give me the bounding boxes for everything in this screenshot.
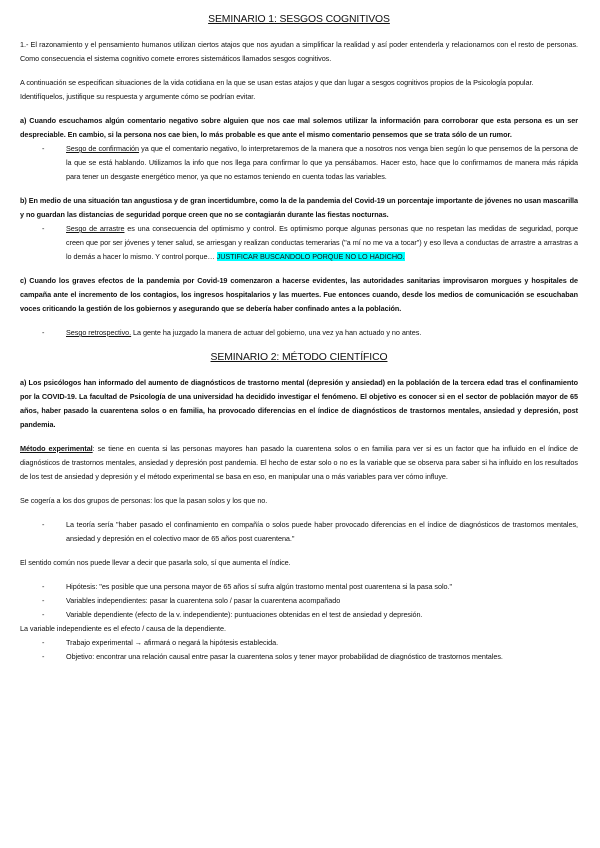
s1-answer-b-term: Sesgo de arrastre [66,224,125,233]
s2-method-term: Método experimental [20,444,93,453]
s1-answer-a [66,142,578,184]
s2-independent-vars: - Variables independientes: pasar la cuarentena solo / pasar la cuarentena acompañado [66,594,578,608]
s1-answer-b-text: es una consecuencia del optimismo y control. Es optimismo porque algunas personas que no respetan las medidas de seguridad, porque creen que por ser jóvenes y tener salud, se arriesgan y realizan conductas temerarias ("a mí no me va a tocar") y eso lleva a conductas de arrastre a arrastras a lo demás a hacer lo mismo. Y control porque… [66,224,579,261]
s2-method [20,442,578,484]
s1-answer-a-list [20,142,578,184]
s1-answer-c [66,326,578,340]
s2-method-text: : se tiene en cuenta si las personas mayores han pasado la cuarentena solos o en familia para ver si es un factor que ha influido en el índice de diagnósticos de trastornos mentales, ansiedad y depresión post pandemia. El hecho de estar solo o no es la variable que se observa para saber si ha influido en los resultados de los test de ansiedad y depresión y el método experimental se basa en eso, en manipular una o más variables para ver cómo influye. [20,444,578,481]
s1-answer-a-term: Sesgo de confirmación [66,144,140,153]
s1-intro3: Identifíquelos, justifique su respuesta y argumente cómo se podrían evitar. [20,92,256,101]
s1-question-c: c) Cuando los graves efectos de la pandemia por Covid-19 comenzaron a hacerse evidentes, las autoridades sanitarias improvisaron morgues y hospitales de campaña ante el incremento de los contagios, los ingresos hospitalarios y las muertes. Fue entonces cuando, desde los medios de comunicación se escuchaban voces criticando la gestión de los gobiernos y asegurando que se debería haber confinado antes a la población. [20,276,578,313]
s1-answer-b-highlight: JUSTIFICAR BUSCANDOLO PORQUE NO LO HADICHO. [216,252,405,261]
s2-note: La variable independiente es el efecto / causa de la dependiente. [20,624,226,633]
s1-intro: 1.- El razonamiento y el pensamiento humanos utilizan ciertos atajos que nos ayudan a simplificar la realidad y así poder entenderla y relacionarnos con el resto de personas. Como consecuencia el sistema cognitivo comete errores sistemáticos llamados sesgos cognitivos. [20,40,578,63]
s2-groups: Se cogería a los dos grupos de personas: los que la pasan solos y los que no. [20,496,268,505]
s1-question-a: a) Cuando escuchamos algún comentario negativo sobre alguien que nos cae mal solemos utilizar la información para corroborar que esta persona es un ser despreciable. En cambio, si la persona nos cae bien, lo más probable es que ante el mismo comentario pensemos que se trata sólo de un rumor. [20,116,578,139]
s1-answer-a-text: ya que el comentario negativo, lo interpretaremos de la manera que a nosotros nos venga bien según lo que pensemos de la persona de la que se está hablando. Utilizamos la info que nos llega para confirmar lo que ya pensábamos. Hacer esto, hace que lo confirmamos de manera más rápida para tener un desgaste energético menor, ya que no estamos teniendo en cuenta todas las variables. [66,144,578,181]
s1-answer-b [66,222,578,264]
s2-common-sense: El sentido común nos puede llevar a decir que pasarla solo, sí que aumenta el índice. [20,558,291,567]
s2-dependent-var: - Variable dependiente (efecto de la v. independiente): puntuaciones obtenidas en el test de ansiedad y depresión. [66,608,578,622]
seminar1-title: SEMINARIO 1: SESGOS COGNITIVOS [208,14,390,25]
s2-items-list [20,580,578,622]
s1-question-b: b) En medio de una situación tan angustiosa y de gran incertidumbre, como la de la pandemia del Covid-19 un porcentaje importante de jóvenes no usan mascarilla y no guardan las distancias de seguridad porque creen que no se contagiarán durante las fiestas nocturnas. [20,196,578,219]
s1-answer-c-term: Sesgo retrospectivo. [66,328,132,337]
s2-question-a: a) Los psicólogos han informado del aumento de diagnósticos de trastorno mental (depresión y ansiedad) en la población de la tercera edad tras el confinamiento por la COVID-19. La facultad de Psicología de una universidad ha decidido investigar el fenómeno. El objetivo es conocer si en el sector de población mayor de 65 años, haber pasado la cuarentena solos o en familia, ha provocado diferencias en el índice de diagnósticos de trastornos mentales, ansiedad y depresión, post pandemia. [20,378,578,429]
s1-answer-b-list [20,222,578,264]
s1-answer-c-list [20,326,578,340]
s1-answer-c-text: La gente ha juzgado la manera de actuar del gobierno, una vez ya han actuado y no antes. [131,328,422,337]
seminar2-title: SEMINARIO 2: MÉTODO CIENTÍFICO [210,352,388,363]
s1-intro2: A continuación se especifican situaciones de la vida cotidiana en la que se usan estas atajos y que dan lugar a sesgos cognitivos propios de la Psicología popular. [20,78,534,87]
s2-theory-list [20,518,578,546]
s2-experimental-work: - Trabajo experimental → afirmará o negará la hipótesis establecida. [66,636,578,650]
s2-theory: - La teoría sería "haber pasado el confinamiento en compañía o solos puede haber provocado diferencias en el índice de diagnósticos de trastornos mentales, ansiedad y depresión en el colectivo maor de 65 años post cuarentena." [66,518,578,546]
s2-items2-list [20,636,578,664]
s2-objective: - Objetivo: encontrar una relación causal entre pasar la cuarentena solos y tener mayor probabilidad de diagnóstico de trastornos mentales. [66,650,578,664]
s2-hypothesis: - Hipótesis: "es posible que una persona mayor de 65 años sí sufra algún trastorno mental post cuarentena si la pasa solo." [66,580,578,594]
